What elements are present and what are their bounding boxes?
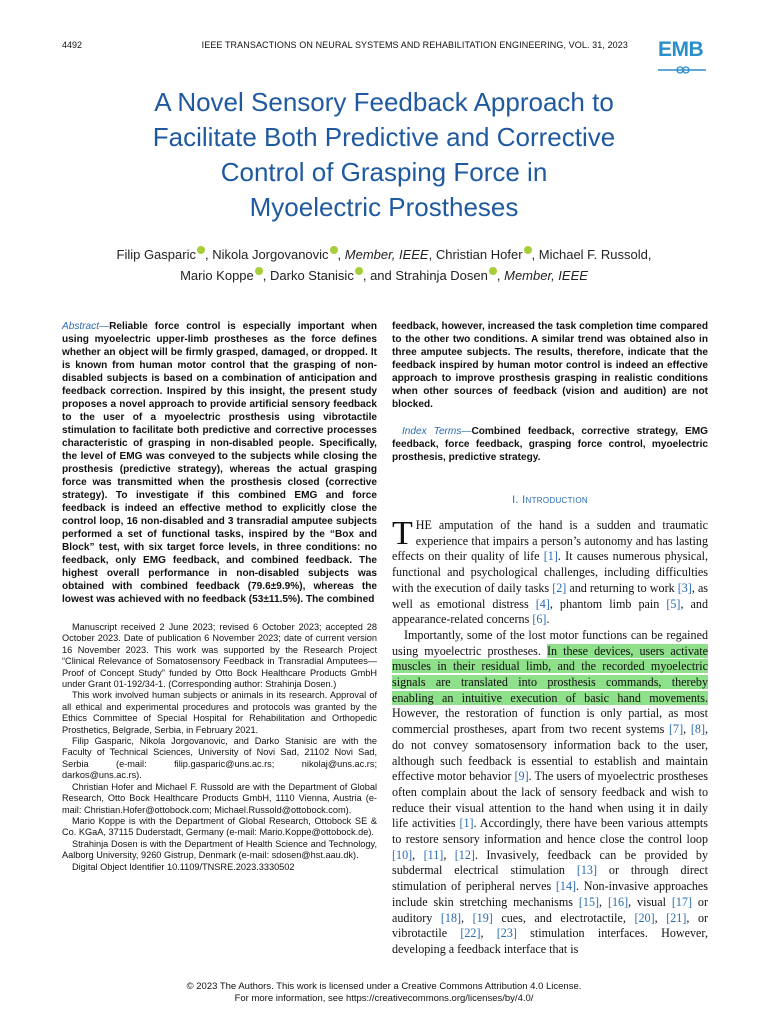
text-run: , — [599, 894, 608, 909]
section-number: I. — [512, 494, 519, 506]
citation-link[interactable]: [13] — [576, 863, 598, 878]
orcid-icon[interactable] — [330, 246, 338, 254]
intro-paragraph-1 — [392, 515, 709, 628]
footnote: Christian Hofer and Michael F. Russold are with the Department of Global Research, Otto Bock Healthcare Products GmbH, 1110 Vienna, Austria (e-mail: Christian.Hofer@ottobock.com; Michael.Russold@ottobock.com). — [62, 781, 377, 815]
citation-link[interactable]: [14] — [555, 879, 577, 894]
emb-logo — [658, 38, 706, 72]
intro-paragraph-2 — [392, 628, 708, 958]
author-name: Mario Koppe — [180, 268, 254, 283]
text-run: , as well as emotional distress — [392, 580, 709, 611]
citation-link[interactable]: [17] — [671, 894, 693, 909]
text-run: Importantly, some of the lost motor functions can be regained using myoelectric prostheses. — [392, 627, 708, 658]
text-run: , — [461, 910, 473, 925]
author-name: Darko Stanisic — [270, 268, 354, 283]
citation-link[interactable]: [1] — [459, 816, 474, 831]
text-run: , — [683, 722, 691, 737]
citation-link[interactable]: [22] — [460, 926, 481, 941]
citation-link[interactable]: [6] — [532, 612, 547, 627]
citation-link[interactable]: [2] — [552, 580, 567, 595]
orcid-icon[interactable] — [355, 267, 363, 275]
abstract-label: Abstract— — [62, 321, 110, 332]
title-line: A Novel Sensory Feedback Approach to — [154, 87, 614, 117]
text-run: . It causes numerous physical, functional and psychological challenges, including difficulties with the execution of daily tasks — [392, 549, 708, 595]
logo-wave-icon — [658, 65, 706, 75]
citation-link[interactable]: [21] — [666, 910, 687, 925]
title-line: Myoelectric Prostheses — [249, 192, 519, 222]
author-role: Member, IEEE — [504, 268, 588, 283]
text-run: , — [654, 910, 667, 925]
orcid-icon[interactable] — [524, 246, 532, 254]
text-run: and returning to work — [566, 580, 678, 595]
citation-link[interactable]: [11] — [423, 847, 444, 862]
abstract — [62, 320, 377, 606]
text-run: . The users of myoelectric prostheses often complain about the lack of sensory feedback and wish to reduce their visual attention to the hand when using it in daily life activities — [392, 769, 709, 831]
citation-link[interactable]: [19] — [472, 910, 493, 925]
author-name: and Strahinja Dosen — [370, 268, 488, 283]
license-link[interactable]: For more information, see https://creativecommons.org/licenses/by/4.0/ — [234, 993, 534, 1004]
footnote: Mario Koppe is with the Department of Global Research, Ottobock SE & Co. KGaA, 37115 Duderstadt, Germany (e-mail: Mario.Koppe@ottobock.de). — [62, 815, 377, 838]
left-column — [62, 320, 377, 873]
author-name: Filip Gasparic — [116, 247, 196, 262]
footnote: Strahinja Dosen is with the Department of Health Science and Technology, Aalborg University, 9260 Gistrup, Denmark (e-mail: sdosen@hst.aau.dk). — [62, 838, 377, 861]
text-run: . Accordingly, there have been various attempts to restore sensory information and hence close the control loop — [392, 816, 708, 847]
section-title: Introduction — [522, 494, 588, 506]
footnotes — [62, 622, 377, 873]
text-run: , — [443, 847, 455, 862]
citation-link[interactable]: [5] — [666, 596, 681, 611]
text-run: HE amputation of the hand is a sudden and traumatic experience that impairs a person’s autonomy and has lasting effects on their quality of life — [392, 518, 708, 564]
citation-link[interactable]: [16] — [607, 894, 629, 909]
author-name: Nikola Jorgovanovic — [212, 247, 329, 262]
paper-title — [60, 85, 708, 225]
page-number: 4492 — [62, 40, 83, 50]
orcid-icon[interactable] — [197, 246, 205, 254]
citation-link[interactable]: [15] — [578, 894, 600, 909]
text-run: , and appearance-related concerns — [392, 596, 708, 627]
text-run: , phantom limb pain — [549, 596, 667, 611]
text-run: . Non-invasive approaches include skin stretching mechanisms — [392, 879, 709, 909]
emb-logo-text: EMB — [658, 38, 704, 61]
text-run: cues, and electrotactile, — [492, 910, 635, 925]
citation-link[interactable]: [20] — [634, 910, 655, 925]
author-list: Filip Gasparic , Nikola Jorgovanovic , Member, IEEE, Christian Hofer , Michael F. Russold, Mario Koppe , Darko Stanisic , and Strahinja Dosen , Member, IEEE — [116, 247, 652, 283]
citation-link[interactable]: [10] — [392, 847, 413, 862]
footnote: Manuscript received 2 June 2023; revised 6 October 2023; accepted 28 October 2023. Date of publication 6 November 2023; date of current version 16 November 2023. This work was supported by the Research Project “Clinical Relevance of Somatosensory Feedback in Transradial Amputees—Proof of Concept Study” funded by Otto Bock Healthcare Products GmbH under Grant 01-192/34-1. (Corresponding author: Strahinja Dosen.) — [62, 622, 377, 690]
footnote: Filip Gasparic, Nikola Jorgovanovic, and Darko Stanisic are with the Faculty of Technical Sciences, University of Novi Sad, 21102 Novi Sad, Serbia (e-mail: filip.gasparic@uns.ac.rs; nikolaj@uns.ac.rs; darkos@uns.ac.rs). — [62, 736, 377, 781]
journal-header: IEEE TRANSACTIONS ON NEURAL SYSTEMS AND REHABILITATION ENGINEERING, VOL. 31, 2023 — [201, 40, 628, 50]
citation-link[interactable]: [12] — [454, 847, 475, 862]
citation-link[interactable]: [1] — [543, 549, 558, 564]
author-name: Michael F. Russold, — [538, 247, 652, 262]
title-line: Facilitate Both Predictive and Corrective — [152, 122, 616, 152]
title-line: Control of Grasping Force in — [220, 157, 548, 187]
abstract-continued: feedback, however, increased the task completion time compared to the other two conditions. A similar trend was obtained also in three amputee subjects. The results, therefore, indicate that the feedback inspired by human motor control is indeed an effective approach to improve prosthesis grasping in realistic conditions when other sources of feedback (vision and audition) are not blocked. — [392, 321, 708, 410]
text-run: , — [412, 847, 424, 862]
license-line: © 2023 The Authors. This work is licensed under a Creative Commons Attribution 4.0 License. — [186, 981, 582, 992]
orcid-icon[interactable] — [255, 267, 263, 275]
orcid-icon[interactable] — [489, 267, 497, 275]
citation-link[interactable]: [4] — [535, 596, 550, 611]
citation-link[interactable]: [18] — [440, 910, 462, 925]
text-run: , — [480, 926, 497, 941]
footnote: This work involved human subjects or animals in its research. Approval of all ethical and experimental procedures and protocols was granted by the Ethics Committee of Special Hospital for Rehabilitation and Orthopedic Prosthetics, Belgrade, Serbia, in February 2021. — [62, 690, 377, 735]
citation-link[interactable]: [8] — [690, 722, 705, 737]
text-run: However, the restoration of function is only partial, as most commercial prostheses, apart from two recent systems — [392, 706, 708, 737]
section-heading — [392, 494, 708, 506]
text-run: or auditory — [392, 894, 708, 925]
text-run: . Invasively, feedback can be provided by subdermal electrical stimulation — [392, 847, 709, 878]
right-column — [392, 320, 708, 958]
text-run: , or vibrotactile — [392, 910, 709, 941]
citation-link[interactable]: [9] — [514, 769, 529, 784]
abstract-text: Reliable force control is especially important when using myoelectric upper-limb prostheses as the force defines whether an object will be firmly grasped, damaged, or dropped. It is known from human motor control that the grasping of non-disabled subjects is based on a combination of anticipation and feedback correction. Inspired by this insight, the present study proposes a novel approach to provide artificial sensory feedback to the user of a myoelectric prosthesis using vibrotactile stimulation to facilitate both predictive and corrective processes characteristic of grasping in non-disabled people. Specifically, the level of EMG was conveyed to the subjects while closing the prosthesis (predictive strategy), whereas the actual grasping force was transmitted when the prosthesis closed (corrective strategy). To investigate if this combined EMG and force feedback is indeed an effective method to explicitly close the control loop, 16 non-disabled and 3 transradial amputee subjects performed a set of functional tasks, inspired by the “Box and Block” test, with six target force levels, in three conditions: no feedback, only EMG feedback, and combined feedback. The highest overall performance in non-disabled subjects was obtained with combined feedback (79.6±9.9%), whereas the lowest was achieved with no feedback (53±11.5%). The combined — [62, 321, 377, 605]
doi[interactable]: Digital Object Identifier 10.1109/TNSRE.2023.3330502 — [72, 861, 295, 872]
author-name: Christian Hofer — [435, 247, 523, 262]
text-run: or through direct stimulation of peripheral nerves — [392, 863, 708, 894]
index-terms — [392, 425, 708, 464]
text-run: stimulation interfaces. However, developing a feedback interface that is — [392, 926, 708, 956]
license-footer — [0, 981, 768, 1005]
highlighted-text[interactable]: In these devices, users activate muscles in their residual limb, and the recorded myoelectric signals are translated into prosthesis commands, thereby enabling an intuitive execution of basic hand movements. — [392, 643, 708, 705]
citation-link[interactable]: [3] — [677, 580, 692, 595]
index-terms-text: Combined feedback, corrective strategy, EMG feedback, force feedback, grasping force control, myoelectric prosthesis, predictive strategy. — [392, 426, 708, 463]
text-run: , do not convey somatosensory information back to the user, although such feedback is essential to establish and maintain effective motor behavior — [392, 722, 709, 784]
text-run: , visual — [628, 894, 672, 909]
text-run: . — [546, 612, 550, 627]
dropcap: T — [392, 515, 413, 552]
citation-link[interactable]: [7] — [669, 722, 684, 737]
author-role: Member, IEEE — [344, 247, 429, 262]
citation-link[interactable]: [23] — [496, 926, 517, 941]
index-terms-label: Index Terms— — [402, 426, 472, 437]
